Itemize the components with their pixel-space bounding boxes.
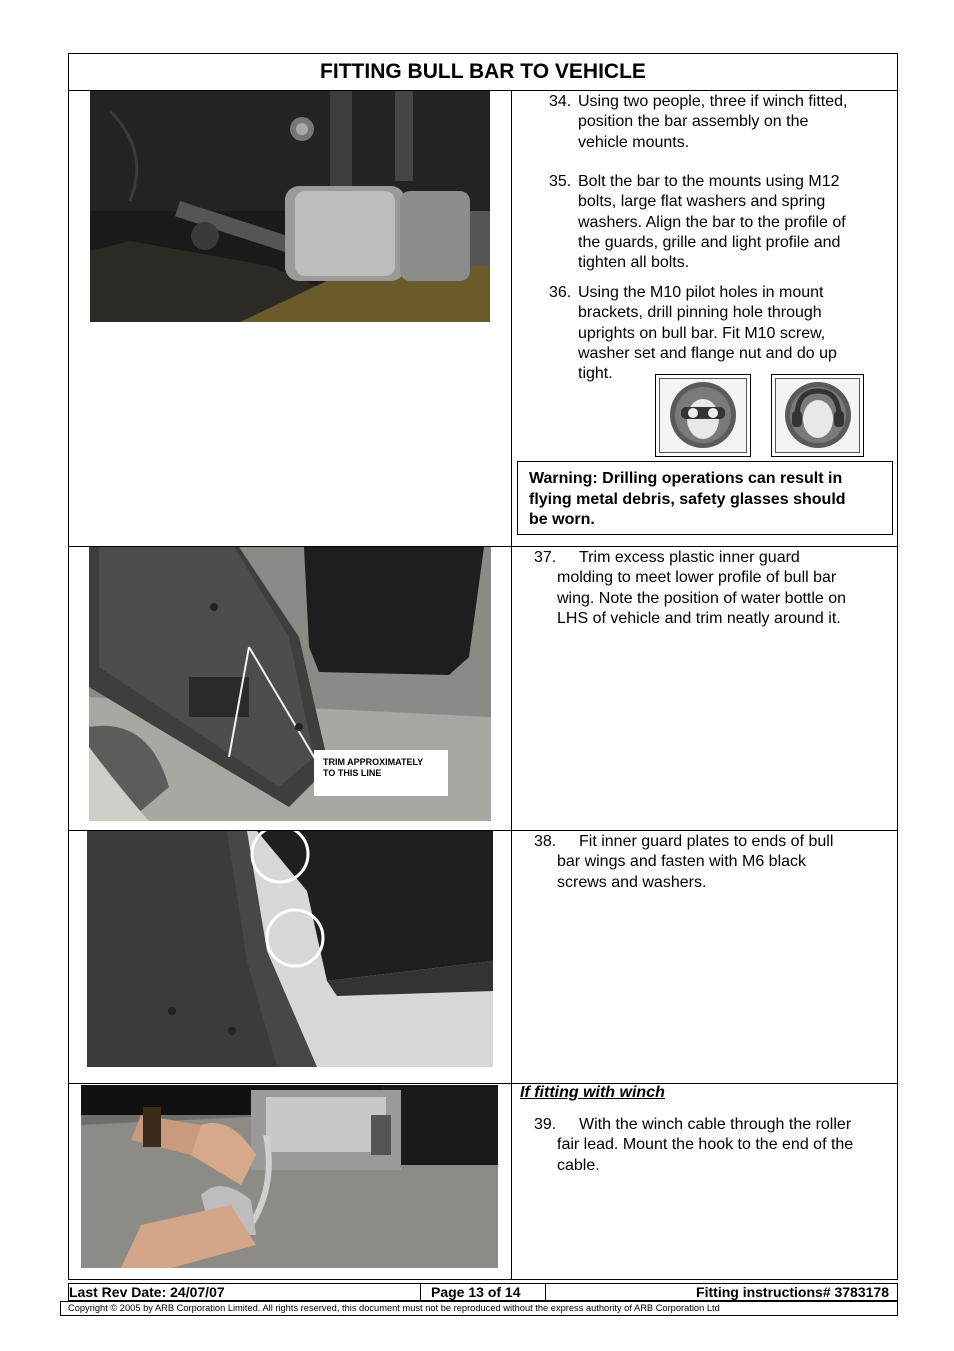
step-34: 34. Using two people, three if winch fitted, position the bar assembly on the vehicle mounts.	[549, 93, 848, 151]
footer-page-number: Page 13 of 14	[431, 1284, 521, 1300]
photo-trim-inner-guard	[89, 547, 491, 821]
copyright-notice: Copyright © 2005 by ARB Corporation Limited. All rights reserved, this document must not be reproduced without the express authority of ARB Corporation Ltd	[60, 1301, 898, 1316]
photo-inner-guard-plates	[87, 831, 493, 1067]
footer-instruction-number: Fitting instructions# 3783178	[696, 1284, 889, 1300]
step-36: 36. Using the M10 pilot holes in mount brackets, drill pinning hole through uprights on bull bar. Fit M10 screw, washer set and flange nut and do up tight.	[549, 284, 837, 383]
step-number: 36.	[549, 284, 572, 301]
step-39: 39. With the winch cable through the roller fair lead. Mount the hook to the end of the cable.	[534, 1116, 854, 1174]
safety-glasses-sign	[655, 374, 751, 457]
step-number: 38.	[534, 833, 557, 850]
trim-label-line-2: TO THIS LINE	[323, 768, 382, 778]
photo-drilling-mount	[90, 91, 490, 322]
step-38: 38. Fit inner guard plates to ends of bull bar wings and fasten with M6 black screws and washers.	[534, 833, 834, 891]
warning-box: Warning: Drilling operations can result in flying metal debris, safety glasses should be worn.	[517, 461, 893, 535]
ear-protection-sign	[771, 374, 864, 457]
step-number: 39.	[534, 1116, 557, 1133]
footer-divider	[545, 1284, 546, 1300]
step-35: 35. Bolt the bar to the mounts using M12 bolts, large flat washers and spring washers. Align the bar to the profile of the guards, grille and light profile and tighten all bolts.	[549, 173, 846, 272]
footer-divider	[420, 1284, 421, 1300]
photo-winch-hook	[81, 1085, 498, 1268]
safety-glasses-icon	[664, 379, 742, 452]
step-number: 35.	[549, 173, 572, 190]
trim-label-line-1: TRIM APPROXIMATELY	[323, 757, 424, 767]
step-number: 37.	[534, 549, 557, 566]
column-divider	[511, 90, 512, 1280]
footer	[68, 1283, 898, 1301]
row-divider	[68, 1083, 898, 1084]
step-37: 37. Trim excess plastic inner guard molding to meet lower profile of bull bar wing. Note the position of water bottle on LHS of vehicle and trim neatly around it.	[534, 549, 847, 627]
ear-protection-icon	[779, 379, 857, 452]
page-title: FITTING BULL BAR TO VEHICLE	[320, 59, 646, 83]
winch-section-heading: If fitting with winch	[520, 1084, 665, 1101]
footer-rev-date: Last Rev Date: 24/07/07	[69, 1284, 225, 1300]
step-number: 34.	[549, 93, 572, 110]
